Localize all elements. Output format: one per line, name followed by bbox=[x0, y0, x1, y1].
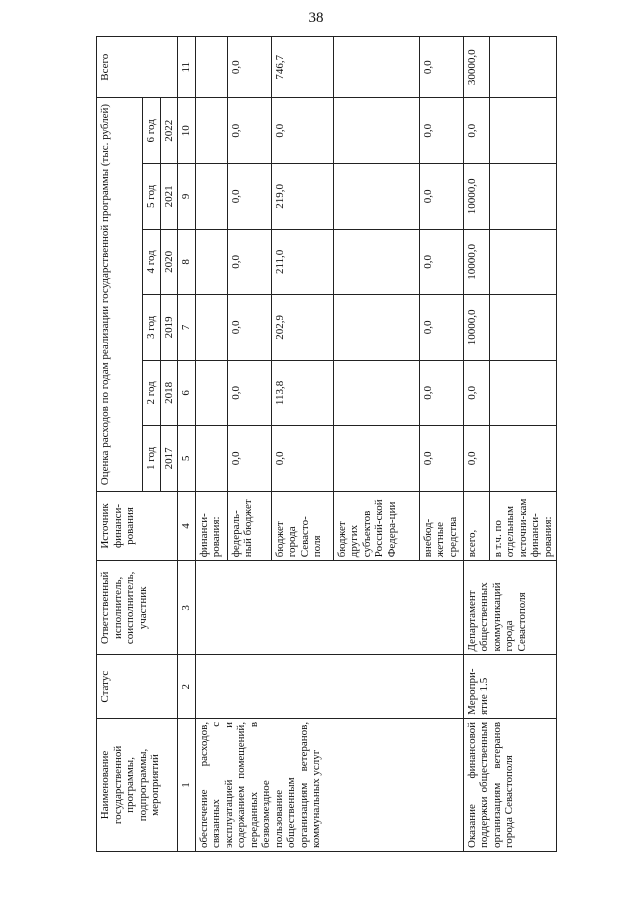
column-number: 1 bbox=[178, 718, 196, 851]
year-value bbox=[195, 98, 227, 164]
header-year: 2022 bbox=[160, 98, 178, 164]
year-value: 0,0 bbox=[227, 229, 271, 295]
header-source: Источник финанси-рования bbox=[97, 491, 178, 561]
total-value bbox=[333, 37, 419, 99]
header-year: 2018 bbox=[160, 360, 178, 426]
total-value: 30000,0 bbox=[463, 37, 489, 99]
measure-executor: Департамент общественных коммуникаций города Севастополя bbox=[463, 561, 557, 655]
year-value: 0,0 bbox=[227, 426, 271, 492]
year-value bbox=[333, 295, 419, 361]
header-year: 2019 bbox=[160, 295, 178, 361]
column-number: 7 bbox=[178, 295, 196, 361]
year-value bbox=[489, 229, 557, 295]
year-value: 10000,0 bbox=[463, 295, 489, 361]
total-value bbox=[195, 37, 227, 99]
header-executor: Ответственный исполнитель, соисполнитель, участник bbox=[97, 561, 178, 655]
column-number: 9 bbox=[178, 164, 196, 230]
column-number: 4 bbox=[178, 491, 196, 561]
total-value bbox=[489, 37, 557, 99]
year-value bbox=[333, 229, 419, 295]
year-value bbox=[195, 229, 227, 295]
year-value: 10000,0 bbox=[463, 164, 489, 230]
page-number: 38 bbox=[308, 10, 324, 26]
header-year: 2021 bbox=[160, 164, 178, 230]
header-year-label: 2 год bbox=[143, 360, 161, 426]
funding-source: бюджет города Севасто-поля bbox=[271, 491, 333, 561]
header-year-label: 5 год bbox=[143, 164, 161, 230]
header-year-label: 3 год bbox=[143, 295, 161, 361]
header-year: 2017 bbox=[160, 426, 178, 492]
measure-name: Оказание финансовой поддержки общественным организациям ветеранов города Севастополя bbox=[463, 718, 557, 851]
funding-source: всего, bbox=[463, 491, 489, 561]
year-value bbox=[333, 98, 419, 164]
measure-status: Меропри-ятие 1.5 bbox=[463, 655, 557, 718]
year-value bbox=[333, 426, 419, 492]
table-viewport bbox=[96, 36, 554, 852]
column-number: 8 bbox=[178, 229, 196, 295]
year-value: 0,0 bbox=[227, 164, 271, 230]
year-value bbox=[489, 164, 557, 230]
year-value bbox=[195, 360, 227, 426]
year-value: 0,0 bbox=[271, 426, 333, 492]
year-value bbox=[489, 360, 557, 426]
header-year-label: 6 год bbox=[143, 98, 161, 164]
measure-executor bbox=[195, 561, 463, 655]
header-year: 2020 bbox=[160, 229, 178, 295]
year-value bbox=[489, 426, 557, 492]
funding-source: бюджет других субъектов Россий-ской Федера-ции bbox=[333, 491, 419, 561]
year-value: 0,0 bbox=[419, 229, 463, 295]
year-value bbox=[195, 426, 227, 492]
year-value bbox=[489, 295, 557, 361]
header-year-label: 1 год bbox=[143, 426, 161, 492]
year-value: 0,0 bbox=[227, 98, 271, 164]
year-value bbox=[333, 164, 419, 230]
measure-name: обеспечение расходов, связанных с эксплуатацией и содержанием помещений, переданных в безвозмездное пользование общественным организациям ветеранов, коммунальных услуг bbox=[195, 718, 463, 851]
column-number: 6 bbox=[178, 360, 196, 426]
header-year-label: 4 год bbox=[143, 229, 161, 295]
column-number: 11 bbox=[178, 37, 196, 99]
year-value: 0,0 bbox=[227, 360, 271, 426]
year-value: 0,0 bbox=[419, 295, 463, 361]
funding-source: финанси-рования: bbox=[195, 491, 227, 561]
funding-source: федераль-ный бюджет bbox=[227, 491, 271, 561]
column-number: 10 bbox=[178, 98, 196, 164]
column-number: 2 bbox=[178, 655, 196, 718]
year-value: 0,0 bbox=[419, 360, 463, 426]
funding-source: внебюд-жетные средства bbox=[419, 491, 463, 561]
year-value: 113,8 bbox=[271, 360, 333, 426]
rotated-table-container bbox=[96, 36, 554, 852]
year-value: 0,0 bbox=[463, 360, 489, 426]
measure-status bbox=[195, 655, 463, 718]
budget-table bbox=[96, 36, 557, 852]
year-value: 0,0 bbox=[463, 426, 489, 492]
year-value: 10000,0 bbox=[463, 229, 489, 295]
year-value bbox=[489, 98, 557, 164]
year-value: 0,0 bbox=[271, 98, 333, 164]
year-value: 0,0 bbox=[419, 98, 463, 164]
total-value: 746,7 bbox=[271, 37, 333, 99]
header-name: Наименование государственной программы, подпрограммы, мероприятий bbox=[97, 718, 178, 851]
year-value: 202,9 bbox=[271, 295, 333, 361]
year-value: 0,0 bbox=[463, 98, 489, 164]
column-number: 3 bbox=[178, 561, 196, 655]
header-total: Всего bbox=[97, 37, 178, 99]
year-value: 0,0 bbox=[419, 164, 463, 230]
year-value bbox=[195, 164, 227, 230]
header-status: Статус bbox=[97, 655, 178, 718]
year-value bbox=[333, 360, 419, 426]
funding-source: в т.ч. по отдельным источни-кам финанси-рования: bbox=[489, 491, 557, 561]
year-value bbox=[195, 295, 227, 361]
column-number: 5 bbox=[178, 426, 196, 492]
total-value: 0,0 bbox=[419, 37, 463, 99]
year-value: 211,0 bbox=[271, 229, 333, 295]
year-value: 219,0 bbox=[271, 164, 333, 230]
header-estimate: Оценка расходов по годам реализации государственной программы (тыс. рублей) bbox=[97, 98, 143, 491]
year-value: 0,0 bbox=[227, 295, 271, 361]
total-value: 0,0 bbox=[227, 37, 271, 99]
year-value: 0,0 bbox=[419, 426, 463, 492]
